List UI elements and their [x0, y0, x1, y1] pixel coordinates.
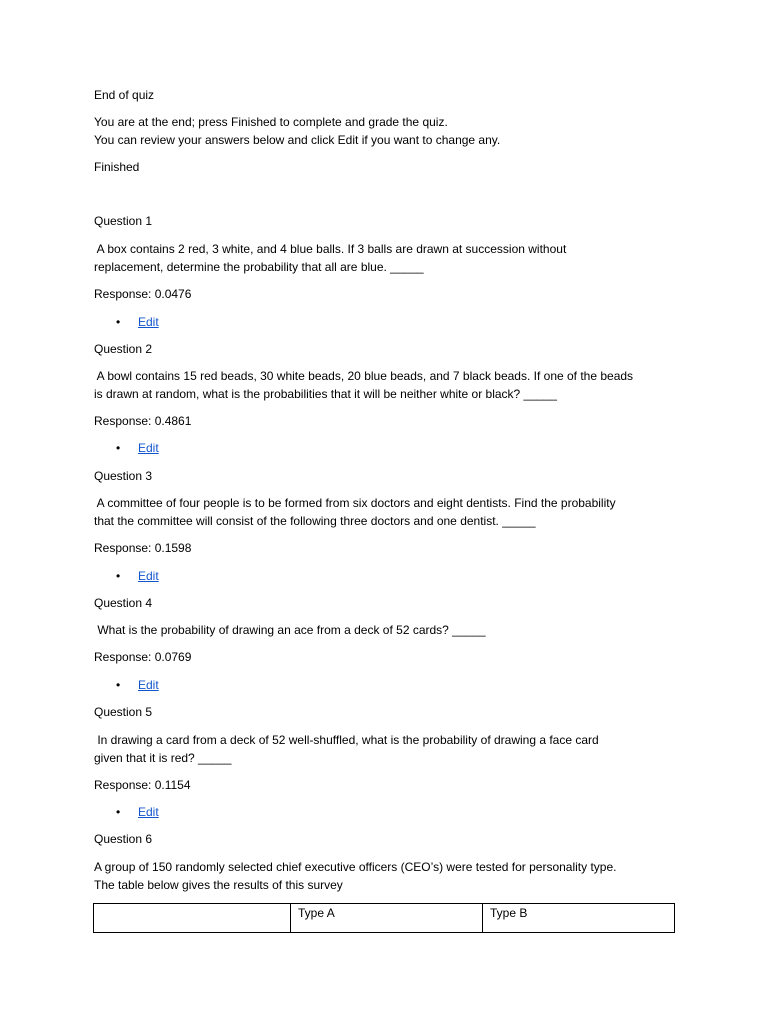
question-4-edit-link[interactable]: Edit: [138, 678, 159, 692]
question-6-text-line2: The table below gives the results of this survey: [94, 878, 343, 892]
bullet-icon: •: [116, 805, 121, 819]
question-2-edit-item: [116, 439, 159, 457]
question-5-edit-item: [116, 803, 159, 821]
question-3-title: Question 3: [94, 469, 153, 483]
question-4-edit-item: [116, 676, 159, 694]
table-header-cell-empty: [94, 904, 291, 933]
question-5-text-line2: given that it is red? _____: [94, 751, 232, 765]
question-3-response: Response: 0.1598: [94, 541, 192, 555]
question-3-edit-link[interactable]: Edit: [138, 569, 159, 583]
survey-table: [93, 903, 675, 933]
question-5-response: Response: 0.1154: [94, 778, 191, 792]
table-header-cell-type-a: Type A: [291, 904, 483, 933]
question-5-title: Question 5: [94, 705, 153, 719]
question-5-text-line1: In drawing a card from a deck of 52 well-shuffled, what is the probability of drawing a face card: [94, 733, 599, 747]
question-6-title: Question 6: [94, 832, 153, 846]
bullet-icon: •: [116, 569, 121, 583]
table-header-cell-type-b: Type B: [483, 904, 675, 933]
question-1-edit-link[interactable]: Edit: [138, 315, 159, 329]
question-1-title: Question 1: [94, 214, 153, 228]
question-4-title: Question 4: [94, 596, 153, 610]
bullet-icon: •: [116, 678, 121, 692]
question-3-edit-item: [116, 567, 159, 585]
quiz-intro-line2: You can review your answers below and click Edit if you want to change any.: [94, 133, 501, 147]
question-4-text-line1: What is the probability of drawing an ace from a deck of 52 cards? _____: [94, 623, 486, 637]
question-2-edit-link[interactable]: Edit: [138, 441, 159, 455]
finished-button[interactable]: Finished: [94, 160, 140, 174]
question-6-text-line1: A group of 150 randomly selected chief executive officers (CEO’s) were tested for personality type.: [94, 860, 617, 874]
question-1-response: Response: 0.0476: [94, 287, 192, 301]
bullet-icon: •: [116, 315, 121, 329]
question-1-text-line2: replacement, determine the probability that all are blue. _____: [94, 260, 424, 274]
quiz-heading: End of quiz: [94, 88, 155, 102]
question-5-edit-link[interactable]: Edit: [138, 805, 159, 819]
question-2-title: Question 2: [94, 342, 153, 356]
question-4-response: Response: 0.0769: [94, 650, 192, 664]
question-2-response: Response: 0.4861: [94, 414, 192, 428]
bullet-icon: •: [116, 441, 121, 455]
question-3-text-line1: A committee of four people is to be formed from six doctors and eight dentists. Find the probability: [94, 496, 616, 510]
quiz-intro-line1: You are at the end; press Finished to complete and grade the quiz.: [94, 115, 448, 129]
question-1-text-line1: A box contains 2 red, 3 white, and 4 blue balls. If 3 balls are drawn at succession without: [94, 242, 567, 256]
question-2-text-line2: is drawn at random, what is the probabilities that it will be neither white or black? _____: [94, 387, 557, 401]
table-header-row: [94, 904, 675, 933]
question-1-edit-item: [116, 313, 159, 331]
question-3-text-line2: that the committee will consist of the following three doctors and one dentist. _____: [94, 514, 536, 528]
question-2-text-line1: A bowl contains 15 red beads, 30 white beads, 20 blue beads, and 7 black beads. If one of the beads: [94, 369, 634, 383]
